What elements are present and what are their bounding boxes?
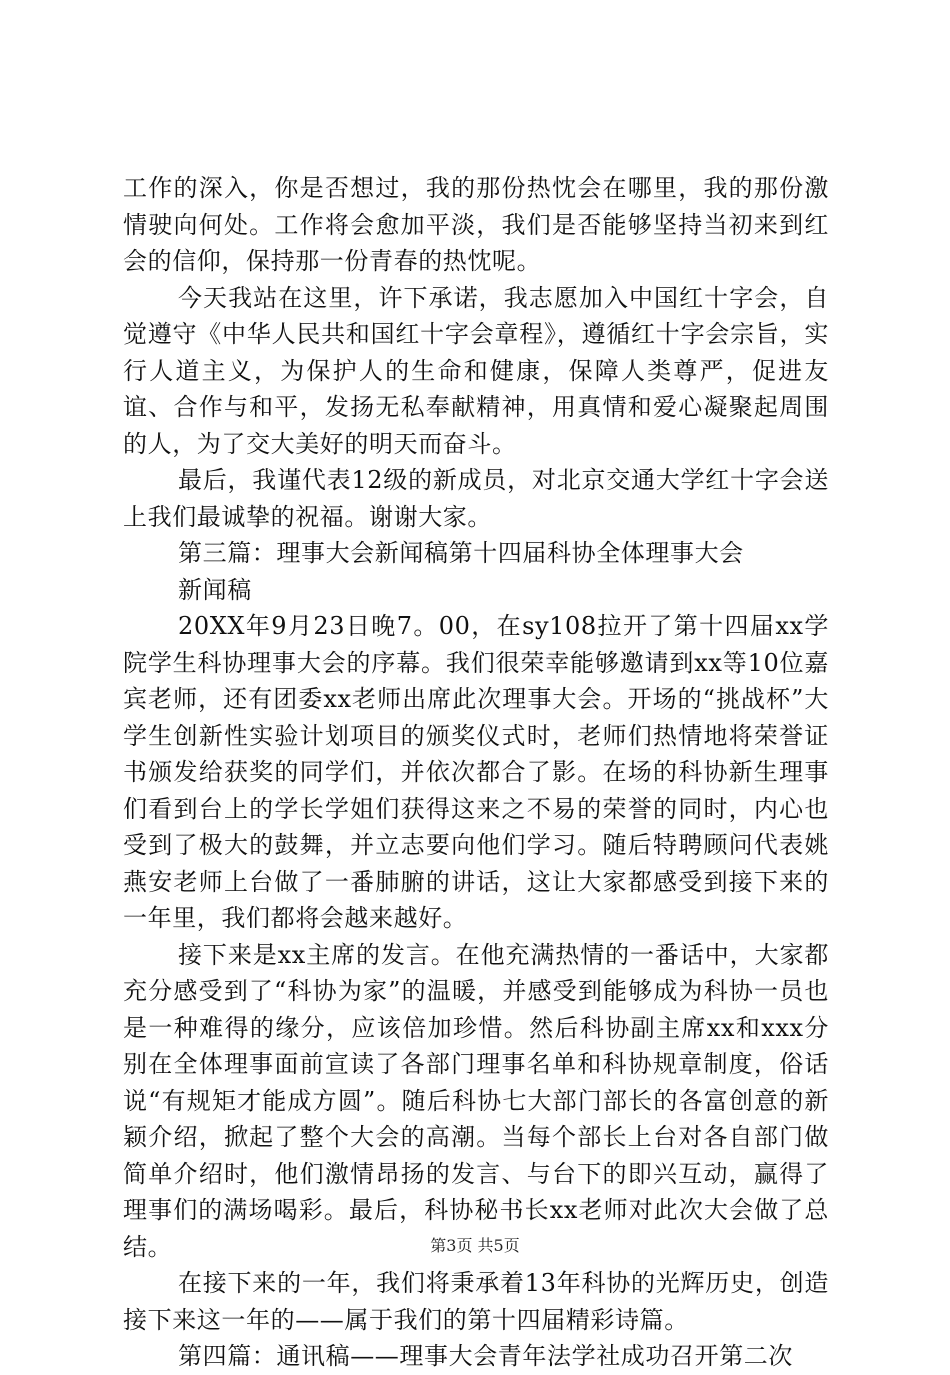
section-heading-4: 第四篇：通讯稿——理事大会青年法学社成功召开第二次 — [178, 1342, 793, 1370]
paragraph-2: 今天我站在这里，许下承诺，我志愿加入中国红十字会，自觉遵守《中华人民共和国红十字会章程》，遵循红十字会宗旨，实行人道主义，为保护人的生命和健康，保障人类尊严，促进友谊、合作与和平，发扬无私奉献精神，用真情和爱心凝聚起周围的人，为了交大美好的明天而奋斗。 — [123, 283, 829, 458]
document-body — [123, 170, 829, 1375]
page-number-label: 第3页 共5页 — [430, 1236, 520, 1255]
paragraph-1: 工作的深入，你是否想过，我的那份热忱会在哪里，我的那份激情驶向何处。工作将会愈加平淡，我们是否能够坚持当初来到红会的信仰，保持那一份青春的热忱呢。 — [123, 174, 829, 275]
paragraph-4: 20XX年9月23日晚7。00，在sy108拉开了第十四届xx学院学生科协理事大会的序幕。我们很荣幸能够邀请到xx等10位嘉宾老师，还有团委xx老师出席此次理事大会。开场的“挑战杯”大学生创新性实验计划项目的颁奖仪式时，老师们热情地将荣誉证书颁发给获奖的同学们，并依次都合了影。在场的科协新生理事们看到台上的学长学姐们获得这来之不易的荣誉的同时，内心也受到了极大的鼓舞，并立志要向他们学习。随后特聘顾问代表姚燕安老师上台做了一番肺腑的讲话，这让大家都感受到接下来的一年里，我们都将会越来越好。 — [123, 612, 829, 932]
paragraph-3: 最后，我谨代表12级的新成员，对北京交通大学红十字会送上我们最诚挚的祝福。谢谢大家。 — [123, 466, 829, 531]
section-heading-3: 第三篇：理事大会新闻稿第十四届科协全体理事大会 — [178, 539, 744, 567]
paragraph-5: 接下来是xx主席的发言。在他充满热情的一番话中，大家都充分感受到了“科协为家”的温暖，并感受到能够成为科协一员也是一种难得的缘分，应该倍加珍惜。然后科协副主席xx和xxx分别在全体理事面前宣读了各部门理事名单和科协规章制度，俗话说“有规矩才能成方圆”。随后科协七大部门部长的各富创意的新颖介绍，掀起了整个大会的高潮。当每个部长上台对各自部门做简单介绍时，他们激情昂扬的发言、与台下的即兴互动，赢得了理事们的满场喝彩。最后，科协秘书长xx老师对此次大会做了总结。 — [123, 940, 829, 1261]
section-heading-3-cont: 新闻稿 — [178, 575, 252, 604]
page-footer — [0, 1236, 950, 1256]
paragraph-6: 在接下来的一年，我们将秉承着13年科协的光辉历史，创造接下来这一年的——属于我们的第十四届精彩诗篇。 — [123, 1269, 829, 1334]
